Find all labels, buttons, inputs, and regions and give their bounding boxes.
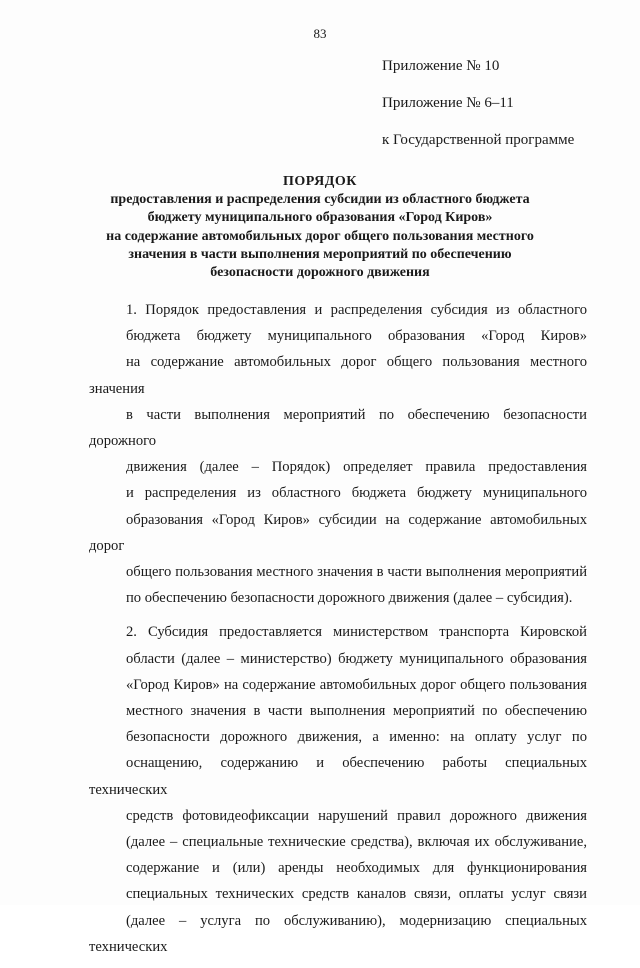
appendix-line-1: Приложение № 10: [382, 58, 500, 74]
paragraph-line: в части выполнения мероприятий по обеспечению безопасности дорожного: [89, 406, 587, 450]
paragraph-line: движения (далее – Порядок) определяет правила предоставления: [126, 459, 587, 476]
paragraph-line: оснащению, содержанию и обеспечению работы специальных технических: [89, 755, 587, 798]
title-line: на содержание автомобильных дорог общего пользования местного: [106, 228, 534, 244]
paragraph-line: местного значения в части выполнения мероприятий по обеспечению: [126, 703, 587, 720]
paragraph-2: [89, 619, 587, 960]
page-number: 83: [313, 26, 327, 41]
appendix-line-3: к Государственной программе: [382, 132, 575, 148]
paragraph-line: на содержание автомобильных дорог общего пользования местного значения: [89, 354, 587, 397]
document-body: [89, 297, 587, 968]
paragraph-line: и распределения из областного бюджета бюджету муниципального: [126, 485, 587, 502]
paragraph-line: 1. Порядок предоставления и распределения субсидия из областного: [126, 302, 587, 318]
paragraph-line: содержание и (или) аренды необходимых для функционирования: [126, 860, 587, 877]
paragraph-line: бюджета бюджету муниципального образования «Город Киров»: [126, 328, 587, 345]
title-line: значения в части выполнения мероприятий по обеспечению: [128, 246, 512, 262]
paragraph-line: (далее – услуга по обслуживанию), модернизацию специальных технических: [89, 912, 587, 955]
paragraph-1: [89, 297, 587, 611]
paragraph-line: общего пользования местного значения в части выполнения мероприятий: [126, 564, 587, 581]
appendix-block: [382, 56, 598, 167]
paragraph-line: средств фотовидеофиксации нарушений правил дорожного движения: [126, 807, 587, 824]
title-line: предоставления и распределения субсидии из областного бюджета: [110, 192, 530, 208]
title-heading: ПОРЯДОК: [283, 174, 357, 189]
paragraph-line: области (далее – министерство) бюджету муниципального образования: [126, 650, 587, 667]
document-title: [40, 173, 600, 282]
paragraph-line: по обеспечению безопасности дорожного движения (далее – субсидия).: [126, 590, 573, 607]
paragraph-line: образования «Город Киров» субсидии на содержание автомобильных дорог: [89, 511, 587, 554]
appendix-line-2: Приложение № 6–11: [382, 95, 514, 111]
title-line: бюджету муниципального образования «Город Киров»: [147, 210, 493, 226]
paragraph-line: (далее – специальные технические средства), включая их обслуживание,: [126, 834, 587, 851]
title-line: безопасности дорожного движения: [210, 265, 430, 281]
paragraph-line: специальных технических средств каналов связи, оплаты услуг связи: [126, 886, 587, 903]
paragraph-line: «Город Киров» на содержание автомобильных дорог общего пользования: [126, 676, 587, 693]
paragraph-line: 2. Субсидия предоставляется министерством транспорта Кировской: [126, 624, 587, 641]
paragraph-line: безопасности дорожного движения, а именно: на оплату услуг по: [126, 729, 587, 746]
